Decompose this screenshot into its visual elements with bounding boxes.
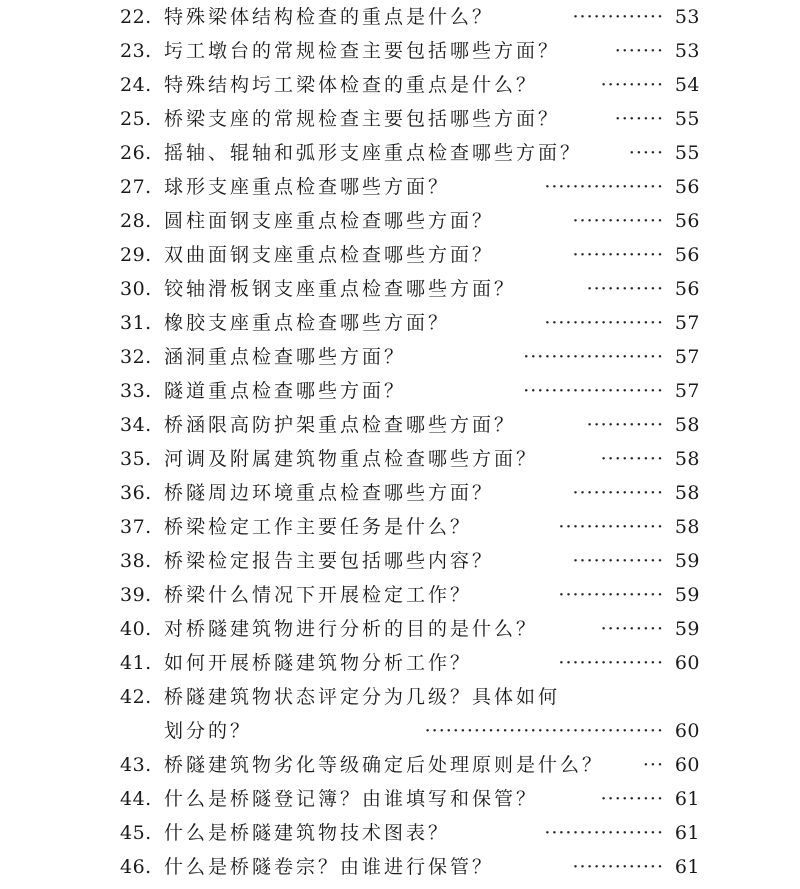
dot-leader: ············· (572, 6, 664, 28)
dot-leader: ··············· (558, 584, 664, 606)
entry-title: 桥梁检定报告主要包括哪些内容？ (164, 550, 495, 572)
dot-leader: ················· (544, 176, 664, 198)
page-number: 57 (674, 346, 700, 368)
dot-leader: ················· (544, 822, 664, 844)
toc-entry-continuation (120, 714, 700, 748)
dot-leader: ············· (572, 482, 664, 504)
page-number: 58 (674, 516, 700, 538)
toc-entry-line (120, 408, 700, 442)
toc-entry[interactable] (120, 102, 700, 136)
toc-entry-line (120, 544, 700, 578)
toc-entry-line (120, 374, 700, 408)
entry-number: 44. (120, 788, 152, 810)
entry-title-continued: 划分的？ (164, 720, 253, 742)
entry-number: 23. (120, 40, 152, 62)
entry-number: 22. (120, 6, 152, 28)
toc-entry-line (120, 578, 700, 612)
toc-entry[interactable] (120, 408, 700, 442)
dot-leader: ···················· (523, 346, 664, 368)
page-number: 56 (674, 176, 700, 198)
toc-entry-line (120, 102, 700, 136)
toc-entry[interactable] (120, 646, 700, 680)
entry-number: 30. (120, 278, 152, 300)
toc-entry[interactable] (120, 68, 700, 102)
entry-title: 桥隧建筑物状态评定分为几级？具体如何 (164, 686, 561, 708)
dot-leader: ········· (600, 448, 664, 470)
page-number: 53 (674, 6, 700, 28)
entry-title: 双曲面钢支座重点检查哪些方面？ (164, 244, 495, 266)
entry-title: 橡胶支座重点检查哪些方面？ (164, 312, 451, 334)
toc-entry-line (120, 170, 700, 204)
entry-title: 桥梁检定工作主要任务是什么？ (164, 516, 473, 538)
entry-number: 37. (120, 516, 152, 538)
entry-number: 35. (120, 448, 152, 470)
page-number: 59 (674, 584, 700, 606)
dot-leader: ··········· (586, 414, 664, 436)
toc-entry[interactable] (120, 510, 700, 544)
dot-leader: ········· (600, 74, 664, 96)
toc-entry-line (120, 782, 700, 816)
entry-number: 28. (120, 210, 152, 232)
toc-entry[interactable] (120, 340, 700, 374)
dot-leader: ··········· (586, 278, 664, 300)
toc-entry[interactable] (120, 476, 700, 510)
entry-title: 摇轴、辊轴和弧形支座重点检查哪些方面？ (164, 142, 583, 164)
toc-entry-line (120, 748, 700, 782)
toc-entry-line (120, 272, 700, 306)
toc-entry-line (120, 442, 700, 476)
entry-number: 29. (120, 244, 152, 266)
entry-title: 圆柱面钢支座重点检查哪些方面？ (164, 210, 495, 232)
entry-number: 39. (120, 584, 152, 606)
page-number: 54 (674, 74, 700, 96)
toc-entry-line (120, 68, 700, 102)
toc-entry[interactable] (120, 306, 700, 340)
entry-title: 桥隧周边环境重点检查哪些方面？ (164, 482, 495, 504)
entry-number: 24. (120, 74, 152, 96)
entry-number: 25. (120, 108, 152, 130)
entry-number: 45. (120, 822, 152, 844)
dot-leader: ··· (642, 754, 664, 776)
dot-leader: ············· (572, 856, 664, 878)
entry-number: 34. (120, 414, 152, 436)
toc-entry[interactable] (120, 238, 700, 272)
entry-number: 31. (120, 312, 152, 334)
dot-leader: ············· (572, 244, 664, 266)
entry-title: 对桥隧建筑物进行分析的目的是什么？ (164, 618, 539, 640)
entry-title: 桥梁支座的常规检查主要包括哪些方面？ (164, 108, 561, 130)
entry-number: 41. (120, 652, 152, 674)
page-number: 58 (674, 414, 700, 436)
entry-title: 桥涵限高防护架重点检查哪些方面？ (164, 414, 517, 436)
entry-title: 特殊结构圬工梁体检查的重点是什么？ (164, 74, 539, 96)
toc-entry-line (120, 850, 700, 884)
dot-leader: ········· (600, 788, 664, 810)
page-number: 60 (674, 652, 700, 674)
dot-leader: ················· (544, 312, 664, 334)
entry-title: 什么是桥隧卷宗？由谁进行保管？ (164, 856, 495, 878)
page-number: 56 (674, 244, 700, 266)
toc-entry-line (120, 646, 700, 680)
toc-entry[interactable] (120, 0, 700, 34)
toc-entry[interactable] (120, 544, 700, 578)
entry-number: 43. (120, 754, 152, 776)
dot-leader: ··············· (558, 516, 664, 538)
dot-leader: ···················· (523, 380, 664, 402)
toc-entry-line (120, 0, 700, 34)
entry-number: 33. (120, 380, 152, 402)
entry-number: 32. (120, 346, 152, 368)
entry-title: 圬工墩台的常规检查主要包括哪些方面？ (164, 40, 561, 62)
page-number: 57 (674, 312, 700, 334)
toc-entry-line (120, 680, 700, 714)
dot-leader: ············· (572, 550, 664, 572)
toc-entry-line (120, 816, 700, 850)
page-number: 60 (674, 754, 700, 776)
toc-entry-line (120, 306, 700, 340)
entry-title: 特殊梁体结构检查的重点是什么？ (164, 6, 495, 28)
entry-number: 36. (120, 482, 152, 504)
entry-title: 桥梁什么情况下开展检定工作？ (164, 584, 473, 606)
toc-entry-line (120, 612, 700, 646)
page-number: 53 (674, 40, 700, 62)
page-number: 59 (674, 550, 700, 572)
toc-entry-line (120, 238, 700, 272)
page-number: 61 (674, 856, 700, 878)
toc-entry-line (120, 476, 700, 510)
entry-title: 河调及附属建筑物重点检查哪些方面？ (164, 448, 539, 470)
toc-entry-line (120, 340, 700, 374)
toc-entry[interactable] (120, 612, 700, 646)
toc-entry[interactable] (120, 272, 700, 306)
toc-entry[interactable] (120, 578, 700, 612)
page-number: 55 (674, 142, 700, 164)
entry-title: 桥隧建筑物劣化等级确定后处理原则是什么？ (164, 754, 605, 776)
entry-number: 40. (120, 618, 152, 640)
entry-title: 隧道重点检查哪些方面？ (164, 380, 407, 402)
page-number: 58 (674, 482, 700, 504)
page-number: 59 (674, 618, 700, 640)
page-number: 61 (674, 788, 700, 810)
toc-entry[interactable] (120, 748, 700, 782)
toc-entry[interactable] (120, 204, 700, 238)
toc-entry[interactable] (120, 816, 700, 850)
page-number: 57 (674, 380, 700, 402)
page-number: 60 (674, 720, 700, 742)
entry-title: 铰轴滑板钢支座重点检查哪些方面？ (164, 278, 517, 300)
toc-entry[interactable] (120, 782, 700, 816)
entry-title: 球形支座重点检查哪些方面？ (164, 176, 451, 198)
toc-entry[interactable] (120, 136, 700, 170)
toc-entry[interactable] (120, 374, 700, 408)
table-of-contents (120, 0, 700, 884)
page-number: 58 (674, 448, 700, 470)
dot-leader: ············· (572, 210, 664, 232)
page-number: 56 (674, 278, 700, 300)
entry-number: 42. (120, 686, 152, 708)
toc-entry[interactable] (120, 680, 700, 748)
toc-entry[interactable] (120, 170, 700, 204)
page-number: 61 (674, 822, 700, 844)
entry-number: 26. (120, 142, 152, 164)
dot-leader: ······· (614, 108, 664, 130)
entry-number: 27. (120, 176, 152, 198)
toc-entry[interactable] (120, 34, 700, 68)
entry-title: 涵洞重点检查哪些方面？ (164, 346, 407, 368)
entry-title: 什么是桥隧登记簿？由谁填写和保管？ (164, 788, 539, 810)
toc-entry-line (120, 34, 700, 68)
entry-title: 如何开展桥隧建筑物分析工作？ (164, 652, 473, 674)
dot-leader: ······· (614, 40, 664, 62)
toc-entry-line (120, 136, 700, 170)
toc-entry[interactable] (120, 850, 700, 884)
toc-entry-line (120, 204, 700, 238)
dot-leader: ··············· (558, 652, 664, 674)
dot-leader: ·································· (424, 720, 664, 742)
page-number: 55 (674, 108, 700, 130)
toc-entry[interactable] (120, 442, 700, 476)
dot-leader: ········· (600, 618, 664, 640)
entry-number: 46. (120, 856, 152, 878)
entry-title: 什么是桥隧建筑物技术图表？ (164, 822, 451, 844)
toc-entry-line (120, 510, 700, 544)
entry-number: 38. (120, 550, 152, 572)
page-number: 56 (674, 210, 700, 232)
dot-leader: ····· (628, 142, 664, 164)
